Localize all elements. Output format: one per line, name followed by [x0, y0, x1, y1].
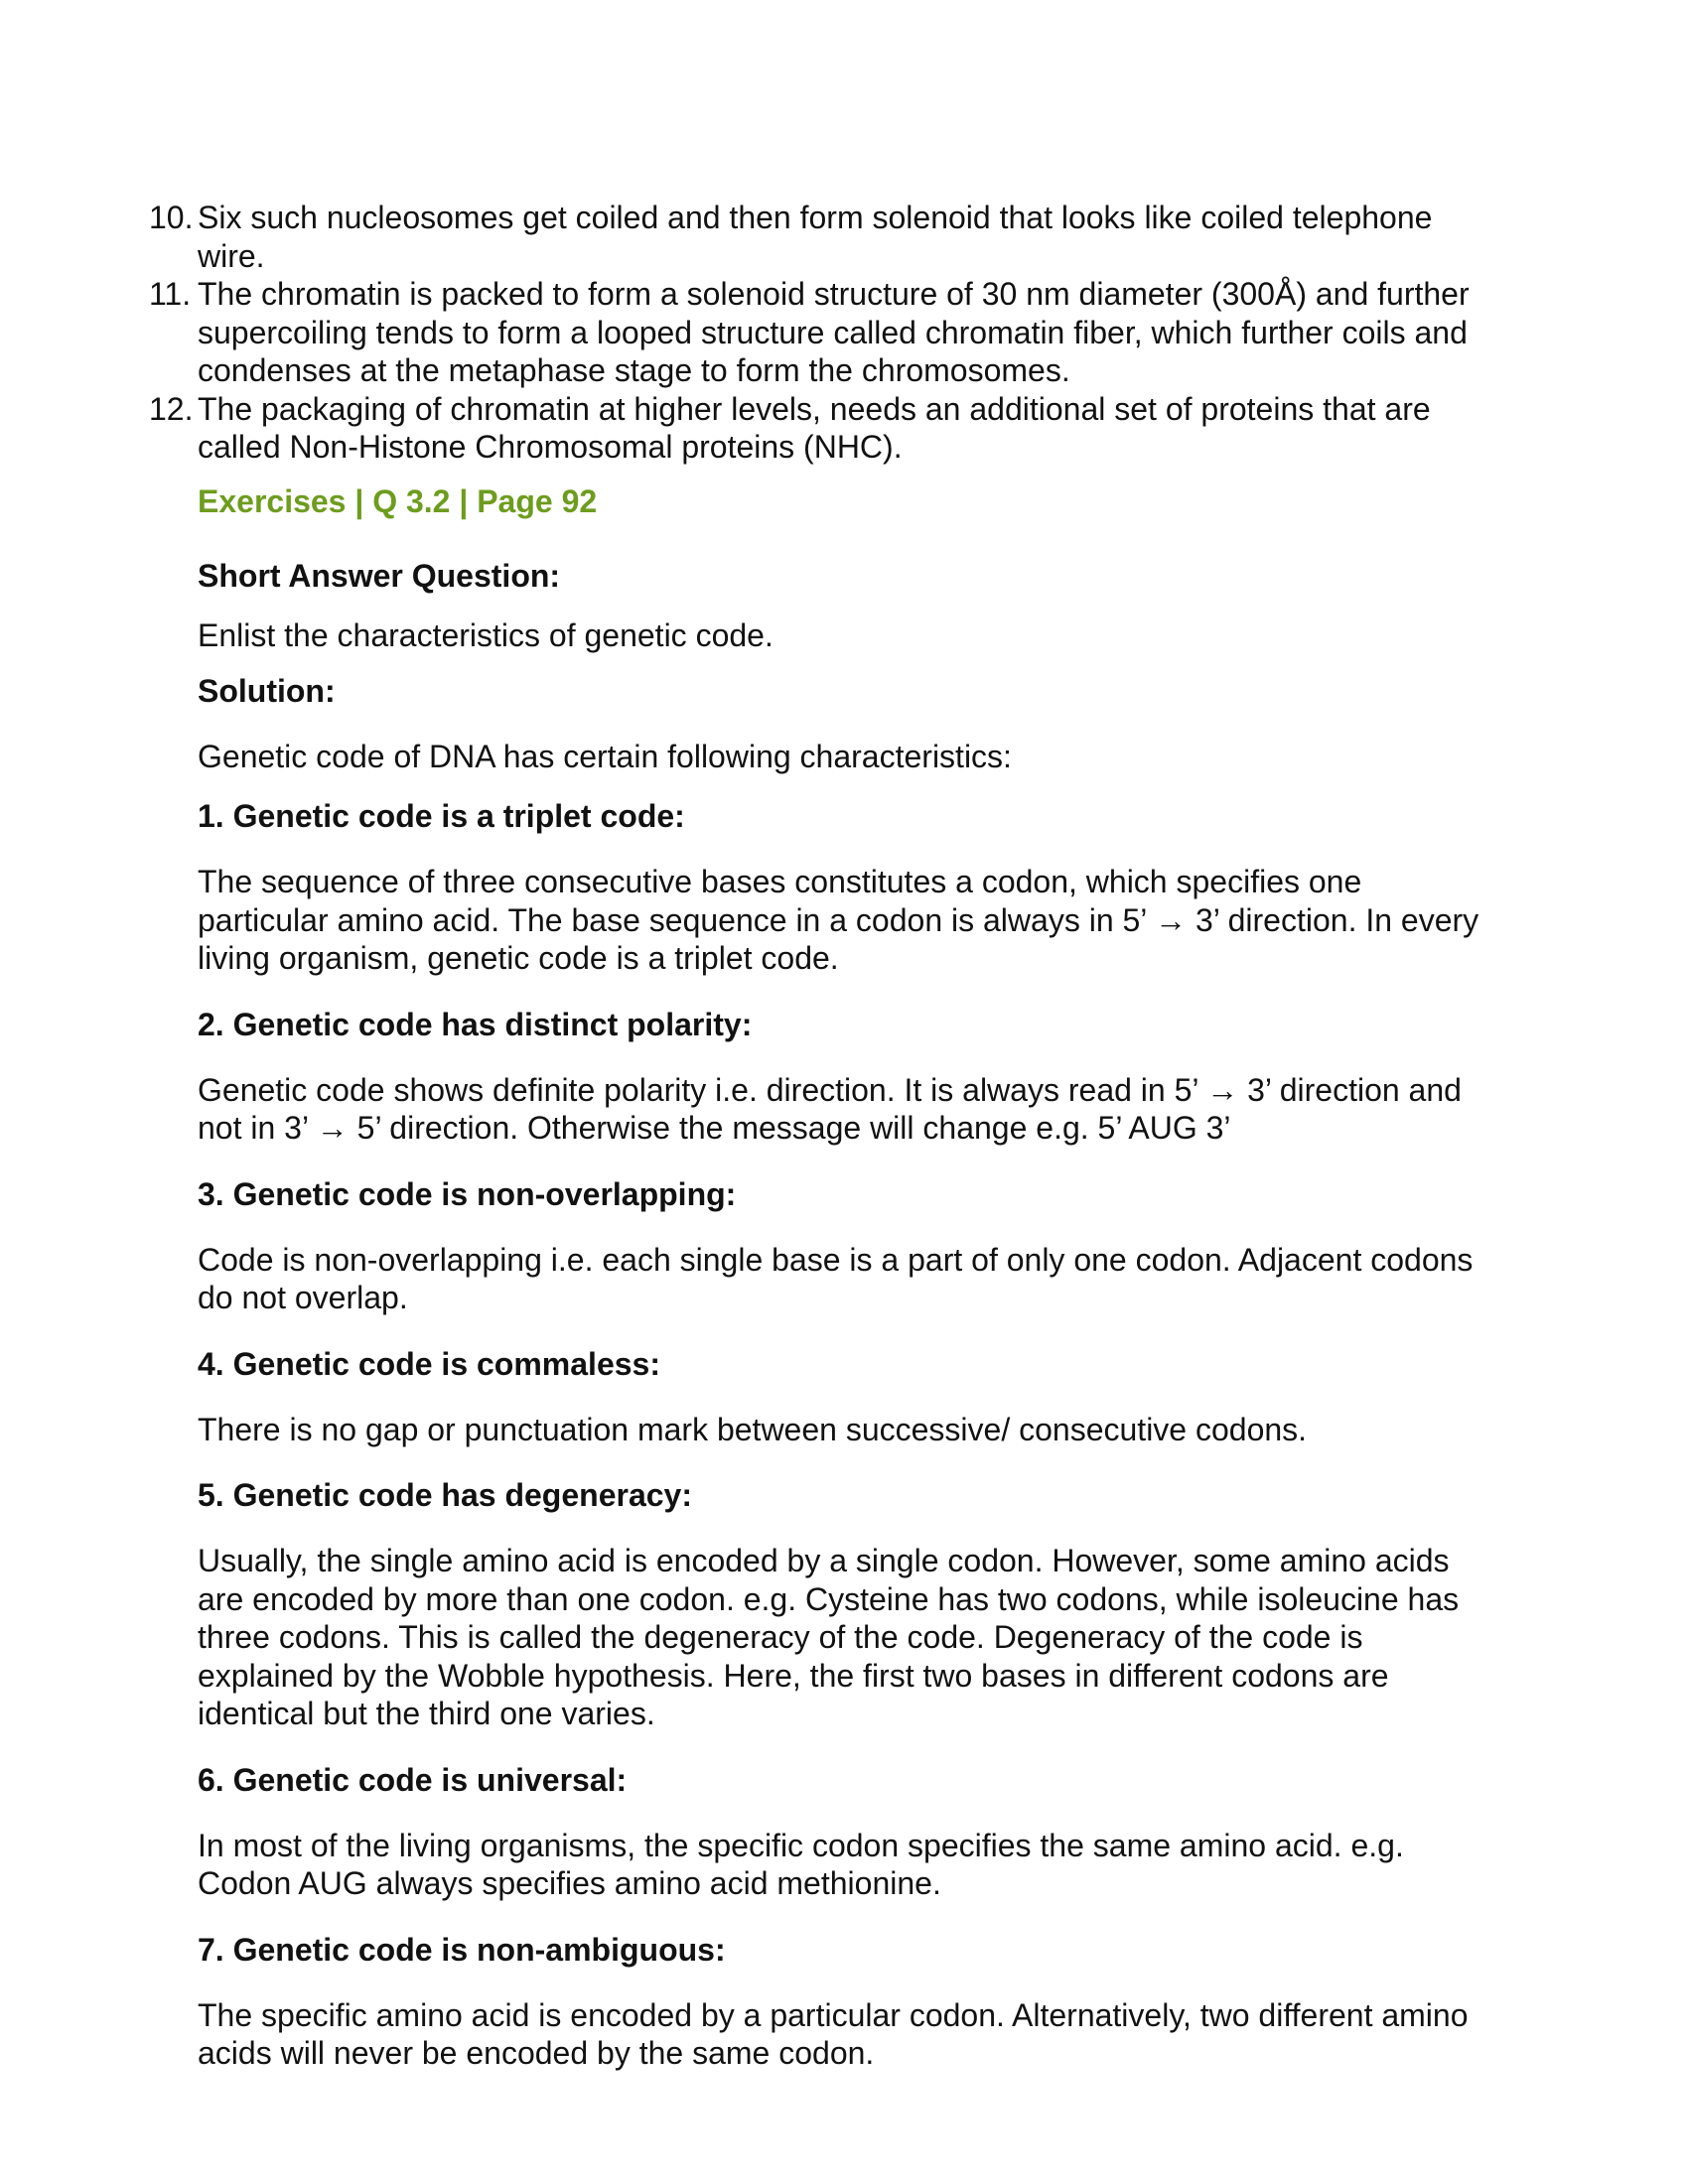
characteristic-text: There is no gap or punctuation mark between successive/ consecutive codons. [198, 1411, 1308, 1447]
characteristic-heading: 4. Genetic code is commaless: [198, 1345, 660, 1382]
list-item-text: Six such nucleosomes get coiled and then form solenoid that looks like coiled telephone wire. [198, 200, 1433, 274]
list-item-text: The packaging of chromatin at higher levels, needs an additional set of proteins that are called Non-Histone Chromosomal proteins (NHC). [198, 390, 1431, 465]
list-item [149, 390, 1489, 467]
characteristic-heading: 3. Genetic code is non-overlapping: [198, 1175, 737, 1212]
characteristic-heading: 7. Genetic code is non-ambiguous: [198, 1931, 726, 1968]
characteristic-text: The sequence of three consecutive bases constitutes a codon, which specifies one particular amino acid. The base sequence in a codon is always in 5’ → 3’ direction. In every living organism, genetic code is a triplet code. [198, 864, 1479, 976]
characteristic-heading: 5. Genetic code has degeneracy: [198, 1477, 692, 1513]
chromatin-numbered-list [149, 199, 1489, 467]
characteristic-text: Code is non-overlapping i.e. each single base is a part of only one codon. Adjacent codons do not overlap. [198, 1241, 1474, 1315]
characteristic-text: In most of the living organisms, the specific codon specifies the same amino acid. e.g. Codon AUG always specifies amino acid methionine. [198, 1827, 1404, 1901]
characteristic-heading: 2. Genetic code has distinct polarity: [198, 1006, 753, 1042]
list-item-number: 10. [149, 200, 194, 235]
exercise-section [198, 481, 1488, 2073]
list-item-number: 12. [149, 390, 194, 427]
list-item-text: The chromatin is packed to form a solenoid structure of 30 nm diameter (300Å) and further supercoiling tends to form a looped structure called chromatin fiber, which further coils and condenses at the metaphase stage to form the chromosomes. [198, 276, 1470, 388]
characteristic-text: The specific amino acid is encoded by a particular codon. Alternatively, two different amino acids will never be encoded by the same codon. [198, 1996, 1469, 2071]
list-item-number: 11. [149, 276, 192, 312]
characteristic-heading: 1. Genetic code is a triplet code: [198, 798, 685, 834]
characteristic-text: Usually, the single amino acid is encoded by a single codon. However, some amino acids are encoded by more than one codon. e.g. Cysteine has two codons, while isoleucine has three codons. This is called the degeneracy of the code. Degeneracy of the code is explained by the Wobble hypothesis. Here, the first two bases in different codons are identical but the third one varies. [198, 1543, 1460, 1731]
question-text: Enlist the characteristics of genetic code. [198, 617, 774, 653]
list-item [149, 275, 1489, 390]
characteristic-text: Genetic code shows definite polarity i.e. direction. It is always read in 5’ → 3’ direction and not in 3’ → 5’ direction. Otherwise the message will change e.g. 5’ AUG 3’ [198, 1071, 1462, 1146]
solution-intro: Genetic code of DNA has certain following characteristics: [198, 738, 1012, 774]
list-item [149, 199, 1489, 275]
characteristic-heading: 6. Genetic code is universal: [198, 1761, 628, 1798]
exercise-heading: Exercises | Q 3.2 | Page 92 [198, 483, 598, 519]
question-label: Short Answer Question: [198, 558, 561, 594]
solution-label: Solution: [198, 672, 336, 709]
